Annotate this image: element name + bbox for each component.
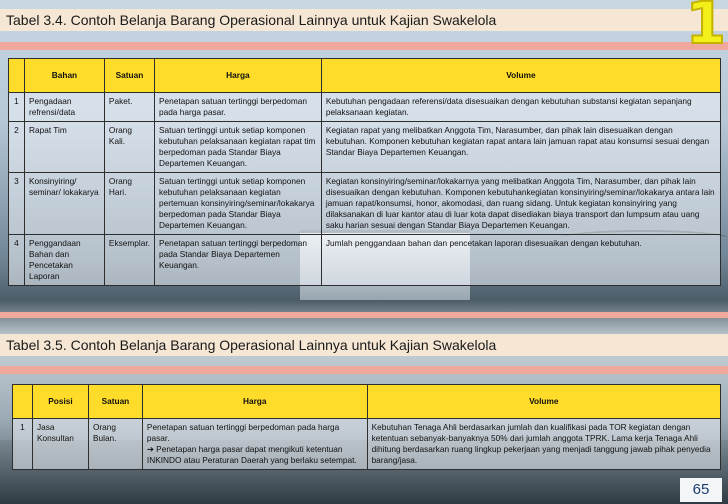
table1-header-harga: Harga [154, 59, 321, 93]
decorative-stripe [0, 366, 728, 374]
table2-header-row [13, 385, 721, 419]
cell-volume: Kebutuhan Tenaga Ahli berdasarkan jumlah dan kualifikasi pada TOR kegiatan dengan ketentuan sebanyak-banyaknya 50% dari jumlah anggota TPRK. Lama kerja Tenaga Ahli dihitung berdasarkan ruang lingkup pekerjaan yang menjadi tanggung jawab pihak penyedia barang/jasa. [367, 419, 720, 470]
harga-note [147, 444, 363, 466]
table2-header-no [13, 385, 33, 419]
table1-header-row [9, 59, 721, 93]
table-row [9, 93, 721, 122]
cell-harga: Penetapan satuan tertinggi berpedoman pada Standar Biaya Departemen Keuangan. [154, 235, 321, 286]
table1 [8, 58, 721, 286]
table2-header-posisi: Posisi [32, 385, 88, 419]
decorative-stripe [0, 312, 728, 318]
table1-header-bahan: Bahan [24, 59, 104, 93]
page-number: 65 [680, 478, 722, 502]
harga-text: Penetapan satuan tertinggi berpedoman pada harga pasar. [146, 422, 340, 443]
cell-satuan: Paket. [104, 93, 154, 122]
row-number: 2 [9, 122, 25, 173]
cell-satuan: Orang Kali. [104, 122, 154, 173]
cell-volume: Kegiatan rapat yang melibatkan Anggota Tim, Narasumber, dan pihak lain disesuaikan dengan kebutuhan. Komponen kebutuhan kegiatan rapat antara lain jamuan rapat atau konsumsi sesuai dengan Standar Biaya Departemen Keuangan. [321, 122, 720, 173]
table-row [9, 173, 721, 235]
table2-title: Tabel 3.5. Contoh Belanja Barang Operasional Lainnya untuk Kajian Swakelola [0, 334, 728, 356]
arrow-right-icon: ➔ [146, 444, 154, 454]
corner-badge: 1 [685, 0, 726, 57]
cell-satuan: Orang Bulan. [88, 419, 142, 470]
cell-volume: Jumlah penggandaan bahan dan pencetakan laporan disesuaikan dengan kebutuhan. [321, 235, 720, 286]
cell-volume: Kegiatan konsinyiring/seminar/lokakarnya yang melibatkan Anggota Tim, Narasumber, dan pihak lain disesuaikan dengan kebutuhan. Komponen kebutuhankegiatan konsinyiring/seminar/lokakarya antara lain jamuan rapat/konsumsi, honor, akomodasi, dan ruang sidang. Untuk kegiatan konsinyiring yang dilaksanakan di luar kantor atau di luar kota dapat disediakan biaya transport dan lumpsum atau uang saku harian sesuai dengan Standar Biaya Departemen Keuangan. [321, 173, 720, 235]
table2-header-volume: Volume [367, 385, 720, 419]
table-row [9, 235, 721, 286]
table1-header-no [9, 59, 25, 93]
table2-header-satuan: Satuan [88, 385, 142, 419]
row-number: 1 [9, 93, 25, 122]
cell-satuan: Eksemplar. [104, 235, 154, 286]
harga-note-text: Penetapan harga pasar dapat mengikuti ketentuan INKINDO atau Peraturan Daerah yang berlaku setempat. [146, 444, 357, 465]
cell-volume: Kebutuhan pengadaan referensi/data disesuaikan dengan kebutuhan substansi kegiatan sepanjang pelaksanaan kegiatan. [321, 93, 720, 122]
row-number: 4 [9, 235, 25, 286]
table2-header-harga: Harga [142, 385, 367, 419]
table1-header-satuan: Satuan [104, 59, 154, 93]
decorative-stripe [0, 42, 728, 50]
row-number: 3 [9, 173, 25, 235]
cell-harga [142, 419, 367, 470]
cell-bahan: Konsinyiring/ seminar/ lokakarya [24, 173, 104, 235]
cell-posisi: Jasa Konsultan [32, 419, 88, 470]
table2 [12, 384, 721, 470]
cell-harga: Satuan tertinggi untuk setiap komponen kebutuhan pelaksanaan kegiatan pertemuan konsinyiring/seminar/lokakarya berpedoman pada Standar Biaya Departemen Keuangan. [154, 173, 321, 235]
table-row [9, 122, 721, 173]
cell-harga: Satuan tertinggi untuk setiap komponen kebutuhan pelaksanaan kegiatan rapat tim berpedoman pada Standar Biaya Departemen Keuangan. [154, 122, 321, 173]
cell-bahan: Rapat Tim [24, 122, 104, 173]
cell-satuan: Orang Hari. [104, 173, 154, 235]
cell-bahan: Penggandaan Bahan dan Pencetakan Laporan [24, 235, 104, 286]
table-row [13, 419, 721, 470]
table1-title: Tabel 3.4. Contoh Belanja Barang Operasional Lainnya untuk Kajian Swakelola [0, 9, 728, 31]
cell-bahan: Pengadaan refrensi/data [24, 93, 104, 122]
row-number: 1 [13, 419, 33, 470]
table1-header-volume: Volume [321, 59, 720, 93]
cell-harga: Penetapan satuan tertinggi berpedoman pada harga pasar. [154, 93, 321, 122]
